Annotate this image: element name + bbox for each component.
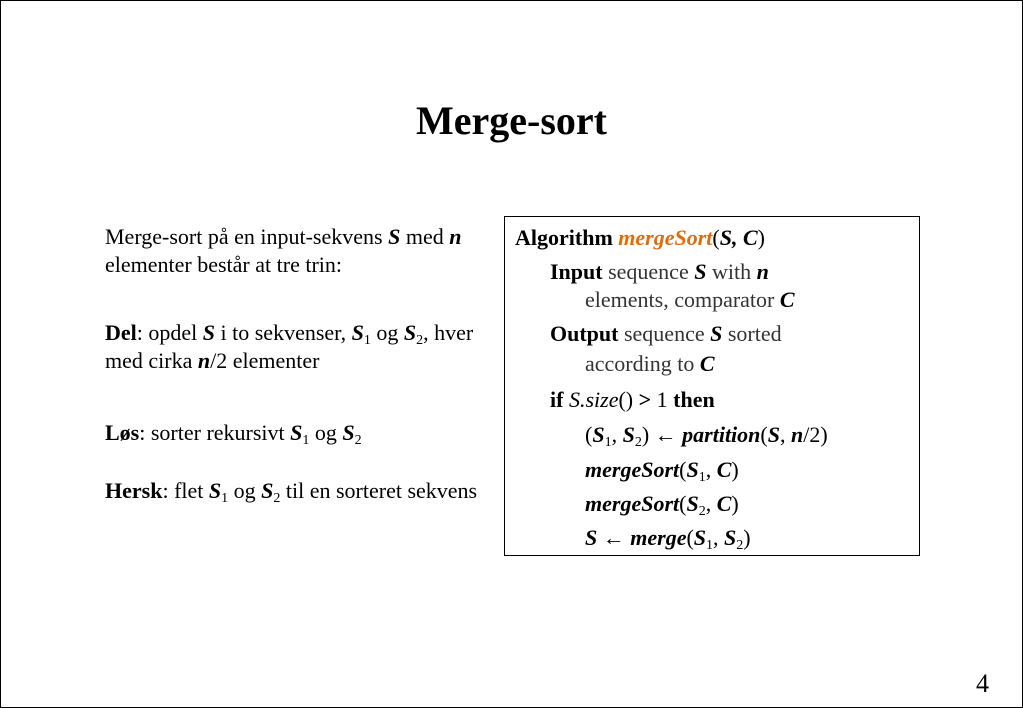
arg-rest: /2) (803, 422, 828, 447)
del-sub-2: 2 (416, 333, 424, 348)
partition-line (585, 422, 828, 448)
input-line-2 (585, 287, 795, 313)
output-line (550, 321, 782, 347)
partition-sub-1: 1 (604, 435, 612, 450)
intro-text-2: med (400, 224, 450, 249)
los-paragraph (105, 419, 485, 447)
hersk-label: Hersk (105, 478, 163, 503)
merge-sub-2: 2 (736, 538, 744, 553)
hersk-text-1: : flet (162, 478, 209, 503)
recurse-line-1 (585, 457, 739, 483)
rec2-fn: mergeSort (585, 491, 680, 516)
algorithm-keyword: Algorithm (515, 225, 613, 250)
los-og: og (309, 420, 343, 445)
input-text-3: elements, comparator (585, 287, 780, 312)
rec2-sep: , (705, 491, 717, 516)
then-keyword: then (673, 387, 715, 412)
algorithm-name: mergeSort (618, 225, 713, 250)
rec2-open: ( (679, 491, 687, 516)
hersk-sub-2: 2 (273, 491, 281, 506)
del-label: Del (105, 320, 137, 345)
merge-open: ( (686, 525, 694, 550)
intro-text-3: elementer består at tre trin: (105, 252, 342, 277)
page-number: 4 (976, 669, 989, 698)
merge-fn: merge (630, 525, 687, 550)
input-C: C (779, 287, 795, 312)
del-text-3: , hver med cirka (105, 320, 474, 373)
los-text-1: : sorter rekursivt (139, 420, 291, 445)
del-text-1: : opdel (136, 320, 203, 345)
partition-S1: S (592, 422, 605, 447)
rec1-sep: , (705, 457, 717, 482)
intro-n: n (449, 224, 462, 249)
input-n: n (756, 259, 769, 284)
del-text-2: i to sekvenser, (215, 320, 352, 345)
hersk-S1: S (208, 478, 222, 503)
rec1-sub: 1 (698, 470, 706, 485)
rec1-open: ( (679, 457, 687, 482)
input-keyword: Input (550, 259, 603, 284)
if-one: 1 (656, 387, 668, 412)
rec2-C: C (716, 491, 732, 516)
description-column (105, 223, 485, 506)
los-S1: S (290, 420, 303, 445)
del-n: n (197, 348, 211, 373)
if-condition: S.size (568, 387, 619, 412)
rec2-sub: 2 (698, 504, 706, 519)
input-S: S (694, 259, 707, 284)
output-S: S (710, 321, 723, 346)
intro-paragraph (105, 223, 485, 279)
del-paragraph (105, 319, 485, 375)
merge-line (585, 525, 751, 551)
los-S2: S (342, 420, 355, 445)
hersk-text-2: til en sorteret sekvens (280, 478, 478, 503)
merge-sep: , (713, 525, 725, 550)
algorithm-params: S, C (719, 225, 758, 250)
rec2-S: S (686, 491, 699, 516)
if-line (550, 387, 715, 413)
los-sub-2: 2 (354, 433, 362, 448)
los-label: Løs (105, 420, 140, 445)
assign-arrow: ← (654, 422, 677, 447)
paren-close: ) (641, 422, 655, 447)
del-S: S (202, 320, 216, 345)
del-og: og (370, 320, 404, 345)
merge-sub-1: 1 (706, 538, 714, 553)
rec1-close: ) (731, 457, 739, 482)
input-line (550, 259, 769, 285)
partition-arg-S: S (767, 422, 780, 447)
input-text-1: sequence (602, 259, 695, 284)
output-C: C (699, 351, 715, 376)
if-paren: () (618, 387, 634, 412)
if-gt: > (633, 387, 657, 412)
output-keyword: Output (550, 321, 619, 346)
algorithm-box (504, 216, 920, 556)
merge-S1: S (693, 525, 707, 550)
if-keyword: if (550, 387, 564, 412)
merge-close: ) (743, 525, 751, 550)
rec2-close: ) (731, 491, 739, 516)
page-title: Merge-sort (416, 98, 607, 143)
paren-open: ( (585, 422, 593, 447)
rec1-S: S (686, 457, 699, 482)
merge-arrow: ← (597, 525, 625, 550)
algorithm-header: Algorithm mergeSort(S, C) (515, 225, 765, 250)
merge-S2: S (724, 525, 737, 550)
los-sub-1: 1 (302, 433, 310, 448)
del-S1: S (351, 320, 364, 345)
partition-sub-2: 2 (634, 435, 642, 450)
hersk-og: og (228, 478, 262, 503)
partition-arg-n: n (790, 422, 804, 447)
output-text-2: sorted (722, 321, 782, 346)
partition-fn: partition (682, 422, 761, 447)
arg-open: ( (760, 422, 768, 447)
hersk-sub-1: 1 (221, 491, 229, 506)
partition-S2: S (622, 422, 635, 447)
output-text-1: sequence (618, 321, 711, 346)
partition-comma: , (611, 422, 623, 447)
del-text-4: /2 elementer (210, 348, 320, 373)
intro-text-1: Merge-sort på en input-sekvens (105, 224, 389, 249)
merge-S: S (585, 525, 598, 550)
hersk-paragraph (105, 477, 485, 505)
output-line-2 (585, 351, 715, 377)
output-text-3: according to (585, 351, 700, 376)
recurse-line-2 (585, 491, 739, 517)
hersk-S2: S (261, 478, 274, 503)
del-sub-1: 1 (363, 333, 371, 348)
del-S2: S (403, 320, 417, 345)
rec1-fn: mergeSort (585, 457, 680, 482)
arg-sep: , (779, 422, 791, 447)
input-text-2: with (706, 259, 757, 284)
intro-S: S (388, 224, 401, 249)
rec1-C: C (716, 457, 732, 482)
